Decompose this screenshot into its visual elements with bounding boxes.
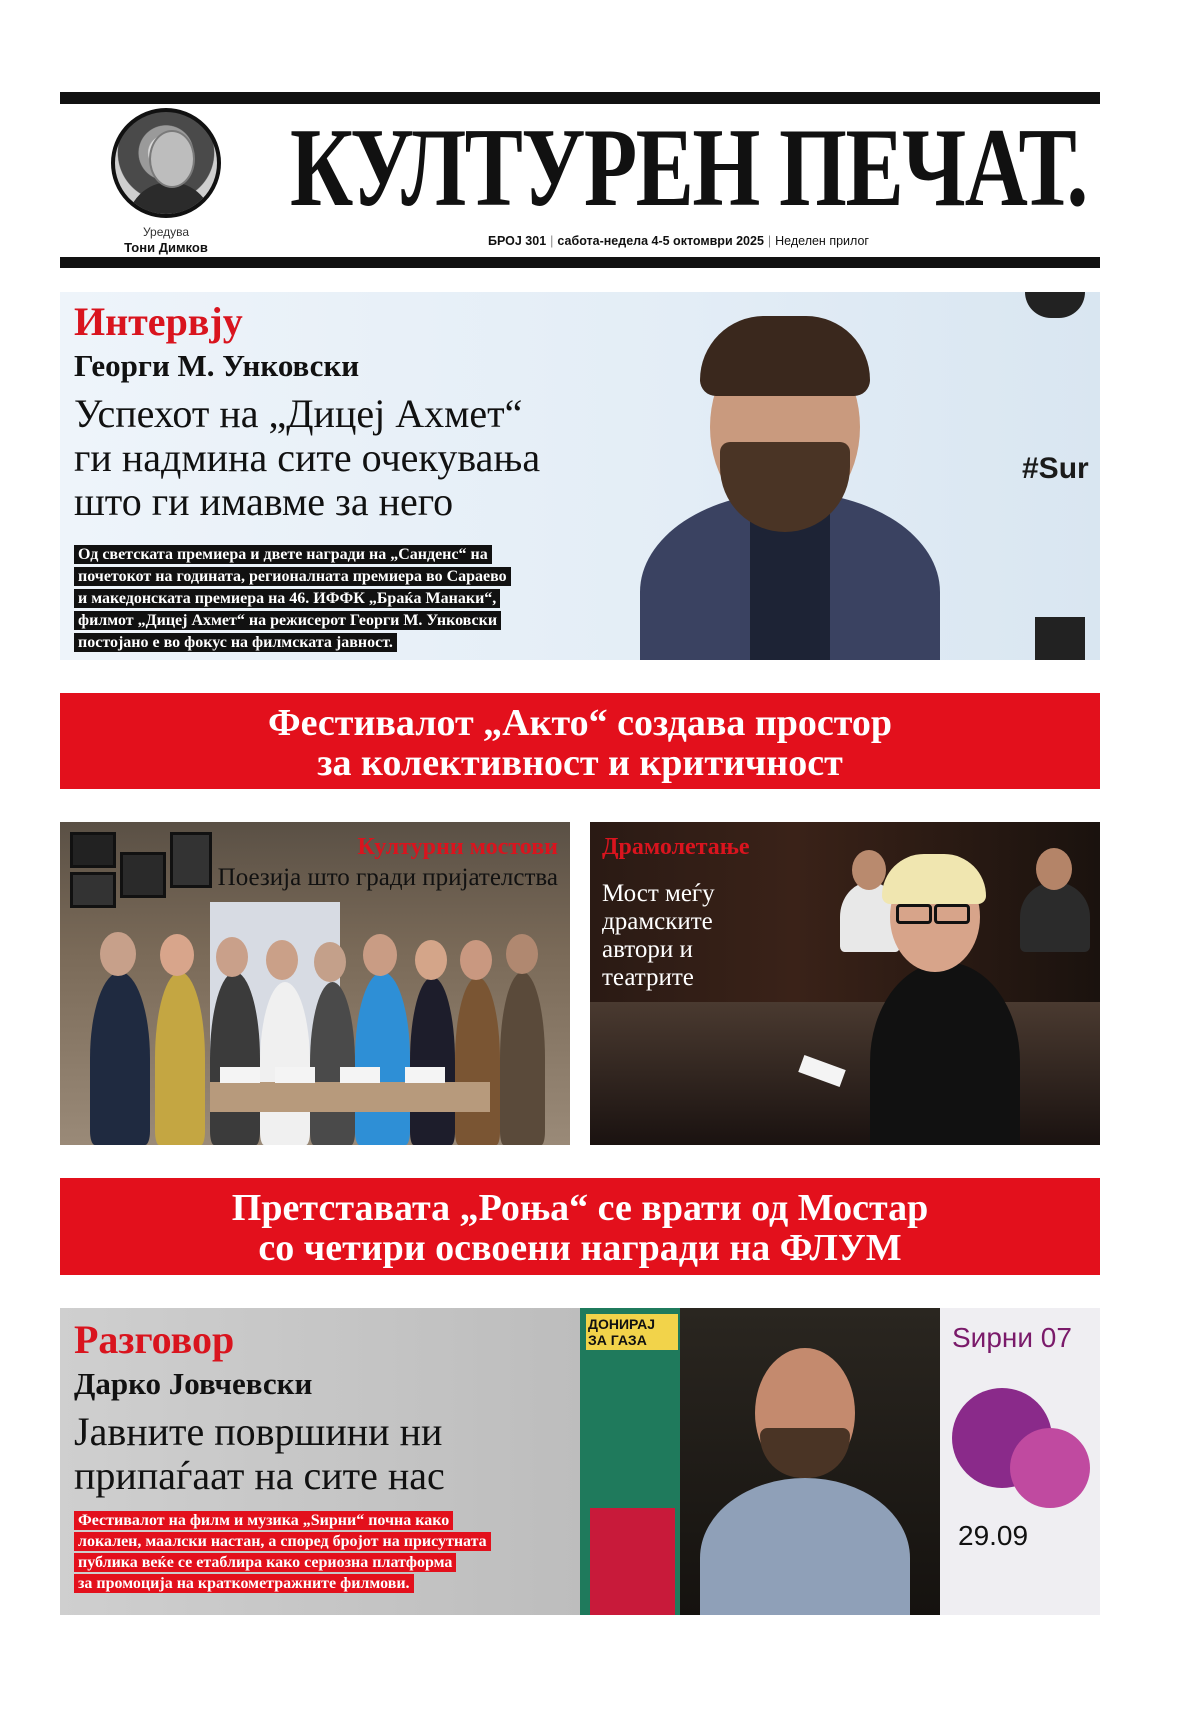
issue-number: БРОЈ 301 (488, 234, 547, 248)
bridges-kicker: Културни мостови (357, 834, 558, 860)
interview-lead-line: и македонската премиера на 46. ИФФК „Браќа Манаки“, (74, 589, 500, 608)
talk-headline-line: Јавните површини ни (74, 1409, 443, 1454)
ronja-headline-bar[interactable] (60, 1178, 1100, 1275)
hashtag-backdrop-text: #Sur (1022, 452, 1089, 485)
sirni-poster-title: Ѕирни 07 (952, 1322, 1072, 1353)
ronja-headline-line: Претставата „Роња“ се врати од Мостар (231, 1187, 929, 1229)
donate-poster-text: ДОНИРАЈ ЗА ГАЗА (586, 1314, 678, 1350)
drama-panel[interactable] (590, 822, 1100, 1145)
drama-title (602, 880, 715, 992)
talk-panel[interactable] (60, 1308, 1100, 1615)
akto-headline-line: за колективност и критичност (317, 742, 843, 784)
issue-date: сабота-недела 4-5 октомври 2025 (557, 234, 764, 248)
talk-photo (580, 1308, 1100, 1615)
masthead-bottom-rule (60, 257, 1100, 268)
editor-name: Тони Димков (124, 240, 208, 255)
interview-lead-line: постојано е во фокус на филмската јавност. (74, 633, 397, 652)
bridges-panel[interactable] (60, 822, 570, 1145)
issue-line: БРОЈ 301 | сабота-недела 4-5 октомври 2025 | Неделен прилог (488, 234, 869, 248)
interview-lead-line: филмот „Дицеј Ахмет“ на режисерот Георги М. Унковски (74, 611, 501, 630)
interview-lead-line: Од светската премиера и двете награди на „Санденс“ на (74, 545, 492, 564)
talk-name: Дарко Јовчевски (74, 1366, 313, 1401)
talk-lead (74, 1510, 491, 1594)
interview-photo (580, 292, 1100, 660)
bridges-title: Поезија што гради пријателства (217, 864, 558, 891)
interview-name: Георги М. Унковски (74, 348, 360, 383)
talk-lead-line: локален, маалски настан, а според бројот на присутната (74, 1532, 491, 1551)
editor-avatar (111, 108, 221, 218)
interview-lead-line: почетокот на годината, регионалната премиера во Сараево (74, 567, 511, 586)
ronja-headline-line: со четири освоени награди на ФЛУМ (258, 1227, 902, 1269)
interview-lead (74, 544, 511, 654)
talk-headline-line: припаѓаат на сите нас (74, 1453, 445, 1498)
interview-kicker: Интервју (74, 299, 243, 344)
masthead-title: КУЛТУРЕН ПЕЧАТ. (290, 106, 1087, 230)
talk-lead-line: Фестивалот на филм и музика „Ѕирни“ почна како (74, 1511, 453, 1530)
akto-headline-bar[interactable] (60, 693, 1100, 789)
drama-title-line: автори и (602, 936, 693, 963)
interview-headline-line: што ги имавме за него (74, 479, 454, 524)
interview-headline (74, 392, 540, 524)
issue-supplement: Неделен прилог (775, 234, 869, 248)
talk-lead-line: за промоција на краткометражните филмови. (74, 1574, 414, 1593)
interview-headline-line: Успехот на „Дицеј Ахмет“ (74, 391, 523, 436)
drama-kicker: Драмолетање (602, 834, 750, 860)
interview-headline-line: ги надмина сите очекувања (74, 435, 541, 480)
talk-kicker: Разговор (74, 1317, 235, 1362)
talk-lead-line: публика веќе се етаблира како сериозна платформа (74, 1553, 456, 1572)
talk-headline (74, 1410, 445, 1498)
editor-label: Уредува (142, 225, 190, 239)
akto-headline-line: Фестивалот „Акто“ создава простор (267, 702, 893, 744)
sirni-poster-date: 29.09 (958, 1520, 1029, 1551)
masthead-top-rule (60, 92, 1100, 104)
interview-panel[interactable] (60, 292, 1100, 660)
drama-title-line: Мост меѓу (602, 880, 715, 907)
drama-title-line: театрите (602, 964, 694, 991)
drama-title-line: драмските (602, 908, 713, 935)
